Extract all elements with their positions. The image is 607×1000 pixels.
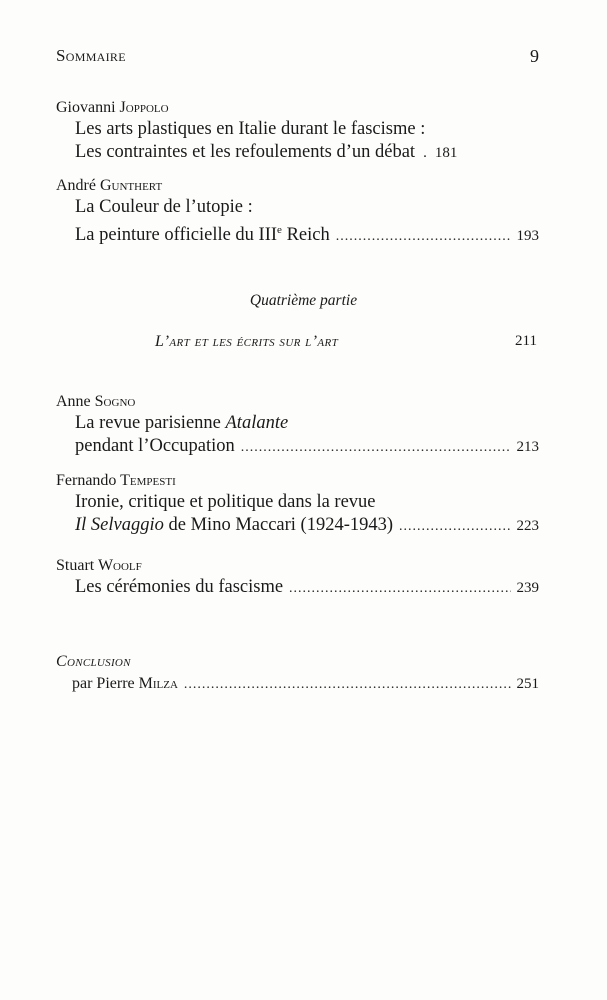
part-page: 211 [515, 333, 537, 349]
entry-page: 239 [516, 580, 539, 596]
entry-title-line-with-page: Il Selvaggio de Mino Maccari (1924-1943) ..... 223 [75, 514, 539, 538]
entry-page: 193 [516, 228, 539, 245]
leader-dot: . [423, 145, 427, 161]
entry-title-line: La Couleur de l’utopie : [75, 197, 253, 217]
toc-entry-sogno [56, 392, 539, 459]
leader-dots [336, 225, 511, 248]
entry-page: 181 [434, 145, 458, 161]
entry-author: Fernando Tempesti [56, 472, 176, 489]
entry-author: Giovanni Joppolo [56, 99, 169, 116]
toc-entry-joppolo [56, 98, 539, 165]
leader-dots [289, 577, 510, 600]
toc-entry-gunthert [56, 176, 539, 248]
toc-entry-tempesti [56, 471, 539, 538]
entry-author: Stuart Woolf [56, 557, 142, 574]
entry-title-line: Ironie, critique et politique dans la revue [75, 492, 376, 512]
toc-conclusion [56, 652, 539, 696]
part-label: Quatrième partie [249, 292, 358, 309]
entry-title-line: La revue parisienne Atalante [75, 413, 289, 433]
leader-dots [241, 436, 511, 459]
entry-author: Anne Sogno [56, 393, 136, 410]
entry-title-line-with-page: pendant l’Occupation ..... 213 [75, 435, 539, 459]
entry-title-line-with-page: Les cérémonies du fascisme ..... 239 [75, 576, 539, 600]
entry-title-line-with-page: Les contraintes et les refoulements d’un débat . 181 [75, 141, 539, 165]
part-title: L’art et les écrits sur l’art [155, 333, 339, 350]
leader-dots [184, 673, 511, 696]
header-page-number: 9 [530, 46, 539, 66]
entry-title-line: Les arts plastiques en Italie durant le fascisme : [75, 119, 426, 139]
entry-page: 213 [516, 439, 539, 455]
conclusion-line: par Pierre Milza ..... 251 [72, 672, 539, 696]
leader-dots [399, 515, 510, 538]
entry-author: André Gunthert [56, 177, 163, 194]
entry-title-line-with-page: La peinture officielle du IIIe Reich ..... 193 [75, 219, 539, 248]
entry-page: 223 [516, 518, 539, 534]
conclusion-page: 251 [516, 676, 539, 692]
conclusion-title: Conclusion [56, 653, 131, 670]
toc-entry-woolf [56, 556, 539, 600]
header-title: Sommaire [56, 46, 126, 65]
